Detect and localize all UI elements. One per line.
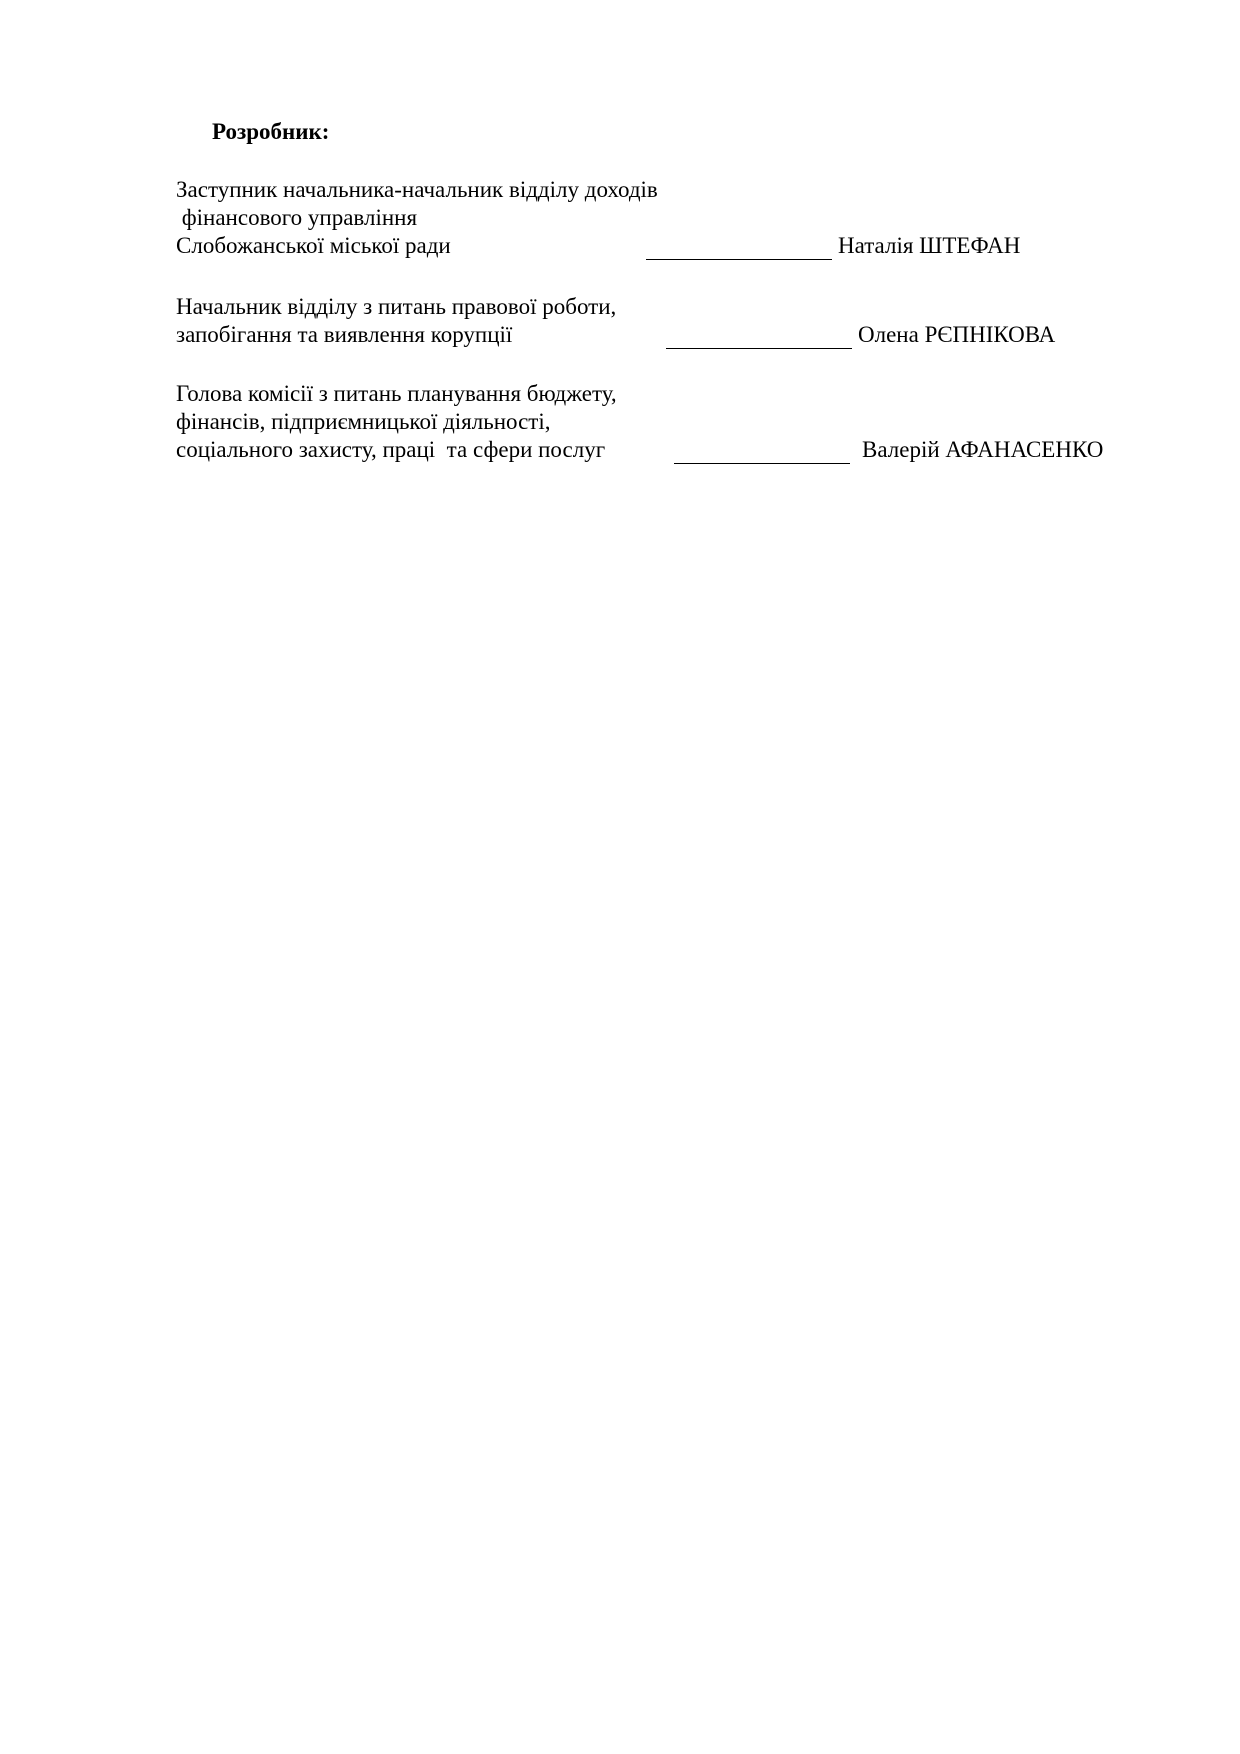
developer-heading: Розробник: — [212, 119, 330, 144]
position-line: Начальник відділу з питань правової роботи, — [176, 294, 617, 319]
position-line: запобігання та виявлення корупції — [176, 322, 513, 347]
signature-line — [646, 259, 832, 260]
signature-line — [674, 463, 850, 464]
signatory-name: Валерій АФАНАСЕНКО — [862, 437, 1104, 462]
position-line: Заступник начальника-начальник відділу доходів — [176, 177, 658, 202]
position-line: соціального захисту, праці та сфери послуг — [176, 437, 606, 462]
signatory-name: Наталія ШТЕФАН — [838, 233, 1021, 258]
position-line: Слобожанської міської ради — [176, 233, 451, 258]
position-line: фінансів, підприємницької діяльності, — [176, 409, 551, 434]
position-line: фінансового управління — [176, 205, 418, 230]
position-line: Голова комісії з питань планування бюджету, — [176, 381, 617, 406]
signatory-name: Олена РЄПНІКОВА — [858, 322, 1056, 347]
signature-line — [666, 348, 852, 349]
